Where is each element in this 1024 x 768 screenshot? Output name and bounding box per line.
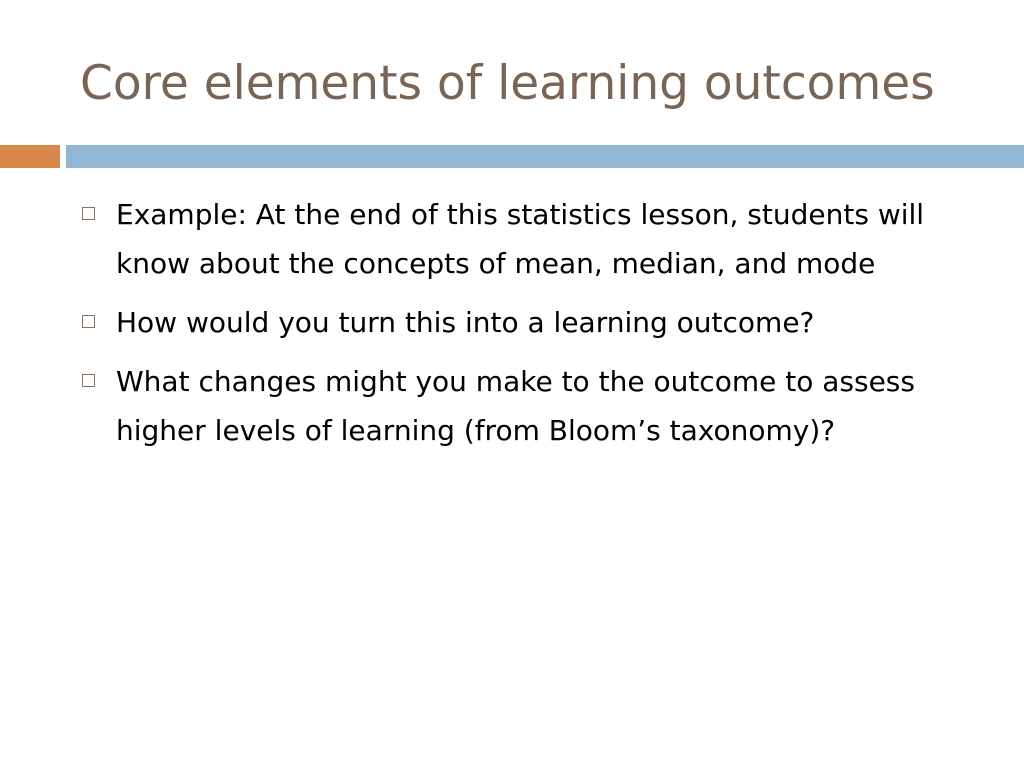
bullet-text: How would you turn this into a learning outcome?: [116, 306, 815, 339]
bullet-item-question-outcome: [76, 298, 996, 347]
bullet-item-question-blooms: [76, 357, 996, 455]
bullet-list: [76, 190, 996, 465]
slide-title: Core elements of learning outcomes: [80, 56, 935, 111]
bullet-text: What changes might you make to the outcome to assess higher levels of learning (from Bloom’s taxonomy)?: [116, 365, 915, 447]
bullet-text: Example: At the end of this statistics lesson, students will know about the concepts of mean, median, and mode: [116, 198, 925, 280]
title-accent-bar-blue: [66, 145, 1024, 168]
bullet-item-example: [76, 190, 996, 288]
hollow-square-bullet-icon: [82, 374, 95, 387]
hollow-square-bullet-icon: [82, 315, 95, 328]
title-accent-bar-orange: [0, 145, 60, 168]
hollow-square-bullet-icon: [82, 207, 95, 220]
